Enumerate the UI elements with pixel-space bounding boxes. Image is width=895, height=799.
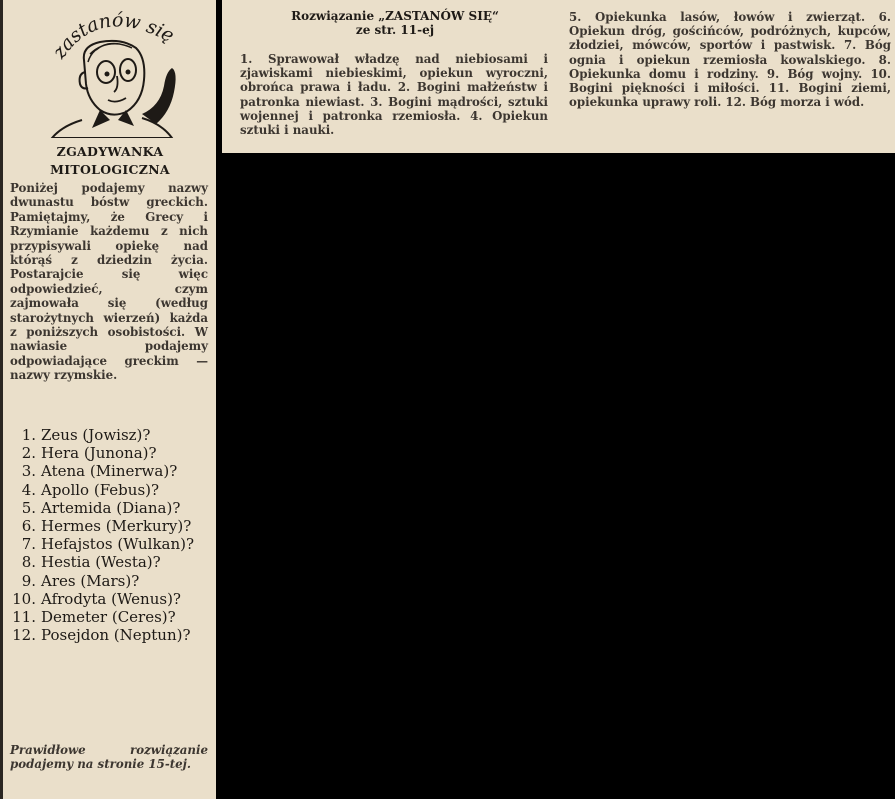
thinking-man-illustration: [22, 2, 202, 138]
question-number: 3.: [21, 462, 36, 481]
question-text: Demeter (Ceres)?: [41, 608, 176, 627]
quiz-question-item: [8, 517, 210, 535]
question-number: 12.: [12, 626, 36, 645]
answers-text-left: 1. Sprawował władzę nad niebiosami i zjawiskami niebieskimi, opiekun wyroczni, obrońca prawa i ładu. 2. Bogini małżeństw i patronka niewiast. 3. Bogini mądrości, sztuki wojennej i patronka rzemiosła. 4. Opiekun sztuki i nauki.: [240, 52, 548, 138]
quiz-footnote: Prawidłowe rozwiązanie podajemy na stronie 15-tej.: [10, 743, 208, 771]
quiz-question-item: [8, 572, 210, 590]
quiz-question-item: [8, 462, 210, 480]
question-text: Hestia (Westa)?: [41, 553, 161, 572]
question-text: Apollo (Febus)?: [41, 480, 160, 499]
quiz-question-item: [8, 626, 210, 644]
question-number: 1.: [21, 426, 36, 444]
question-text: Zeus (Jowisz)?: [41, 426, 151, 444]
quiz-question-item: [8, 426, 210, 444]
quiz-question-item: [8, 590, 210, 608]
question-number: 4.: [21, 480, 36, 499]
answers-text-right: 5. Opiekunka lasów, łowów i zwierząt. 6. Opiekun dróg, gościńców, podróżnych, kupców, złodziei, mówców, sportów i pastwisk. 7. Bóg ognia i opiekun rzemiosła kowalskiego. 8. Opiekunka domu i rodziny. 9. Bóg wojny. 10. Bogini piękności i miłości. 11. Bogini ziemi, opiekunka uprawy roli. 12. Bóg morza i wód.: [569, 10, 891, 110]
quiz-question-item: [8, 481, 210, 499]
question-number: 6.: [21, 517, 36, 536]
question-number: 10.: [12, 589, 36, 608]
svg-text:zastanów się: zastanów się: [48, 9, 178, 63]
question-text: Hera (Junona)?: [41, 444, 157, 463]
quiz-question-item: [8, 553, 210, 571]
quiz-column: [0, 0, 216, 799]
quiz-question-item: [8, 608, 210, 626]
quiz-question-item: [8, 444, 210, 462]
column-rule: [0, 0, 3, 799]
question-text: Posejdon (Neptun)?: [41, 626, 191, 645]
question-text: Hefajstos (Wulkan)?: [41, 535, 195, 554]
quiz-intro: Poniżej podajemy nazwy dwunastu bóstw greckich. Pamiętajmy, że Grecy i Rzymianie każdemu z nich przypisywali opiekę nad którąś z dziedzin życia. Postarajcie się więc odpowiedzieć, czym zajmowała się (według starożytnych wierzeń) każda z poniższych osobistości. W nawiasie podajemy odpowiadające greckim — nazwy rzymskie.: [10, 181, 208, 383]
question-text: Atena (Minerwa)?: [41, 462, 178, 481]
question-text: Afrodyta (Wenus)?: [41, 589, 181, 608]
answers-title-line1: Rozwiązanie „ZASTANÓW SIĘ“: [291, 9, 499, 23]
answers-panel: [222, 0, 895, 153]
question-text: Hermes (Merkury)?: [41, 517, 192, 536]
quiz-title-line1: ZGADYWANKA: [56, 144, 164, 159]
question-number: 8.: [21, 553, 36, 572]
answers-title-line2: ze str. 11-ej: [355, 23, 435, 37]
question-number: 11.: [12, 608, 36, 627]
answers-title: [240, 9, 550, 37]
quiz-title: [10, 143, 210, 179]
quiz-title-line2: MITOLOGICZNA: [50, 162, 170, 177]
quiz-question-item: [8, 535, 210, 553]
question-number: 2.: [21, 444, 36, 463]
question-text: Ares (Mars)?: [41, 571, 140, 590]
question-number: 9.: [21, 571, 36, 590]
question-text: Artemida (Diana)?: [41, 498, 181, 517]
quiz-question-item: [8, 499, 210, 517]
question-number: 5.: [21, 498, 36, 517]
quiz-question-list: [8, 426, 210, 644]
question-number: 7.: [21, 535, 36, 554]
